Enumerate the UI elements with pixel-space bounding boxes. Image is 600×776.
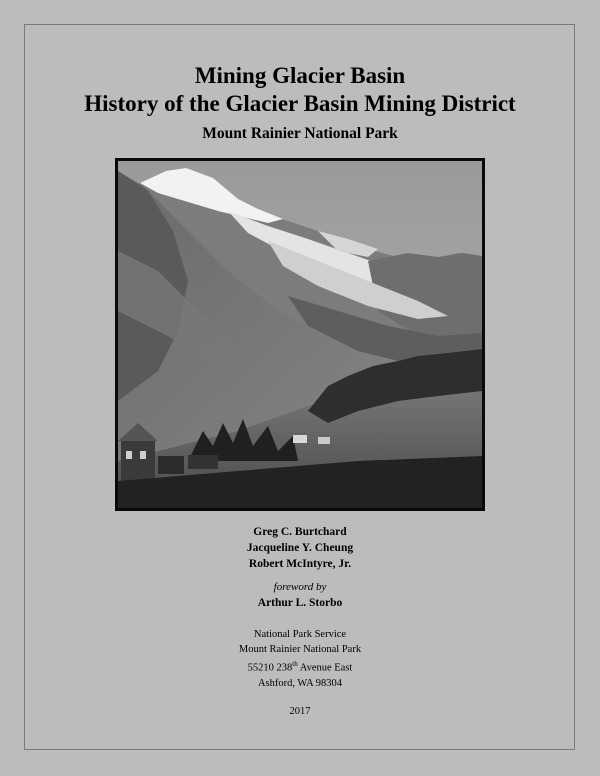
publisher-city: Ashford, WA 98304: [257, 677, 343, 689]
authors-block: [0, 524, 600, 572]
author-2: Jacqueline Y. Cheung: [246, 542, 354, 554]
address-number: 55210 238: [247, 662, 293, 674]
author-3: Robert McIntyre, Jr.: [248, 558, 352, 570]
publisher-address: [0, 657, 600, 676]
publication-year: 2017: [289, 706, 311, 717]
sub-title: History of the Glacier Basin Mining District: [84, 91, 516, 116]
address-ordinal: th: [292, 660, 298, 668]
park-name: Mount Rainier National Park: [202, 125, 398, 142]
title-block: [0, 62, 600, 145]
mountain-photo-illustration: [118, 161, 482, 508]
foreword-block: [0, 580, 600, 611]
cover-photo: [115, 158, 485, 511]
foreword-author: Arthur L. Storbo: [257, 597, 343, 609]
main-title: Mining Glacier Basin: [194, 63, 406, 88]
publisher-block: [0, 627, 600, 691]
address-street: Avenue East: [297, 662, 353, 674]
foreword-label: foreword by: [273, 581, 327, 593]
publisher-agency: National Park Service: [253, 629, 347, 640]
author-1: Greg C. Burtchard: [253, 526, 347, 538]
publisher-park: Mount Rainier National Park: [238, 644, 362, 655]
